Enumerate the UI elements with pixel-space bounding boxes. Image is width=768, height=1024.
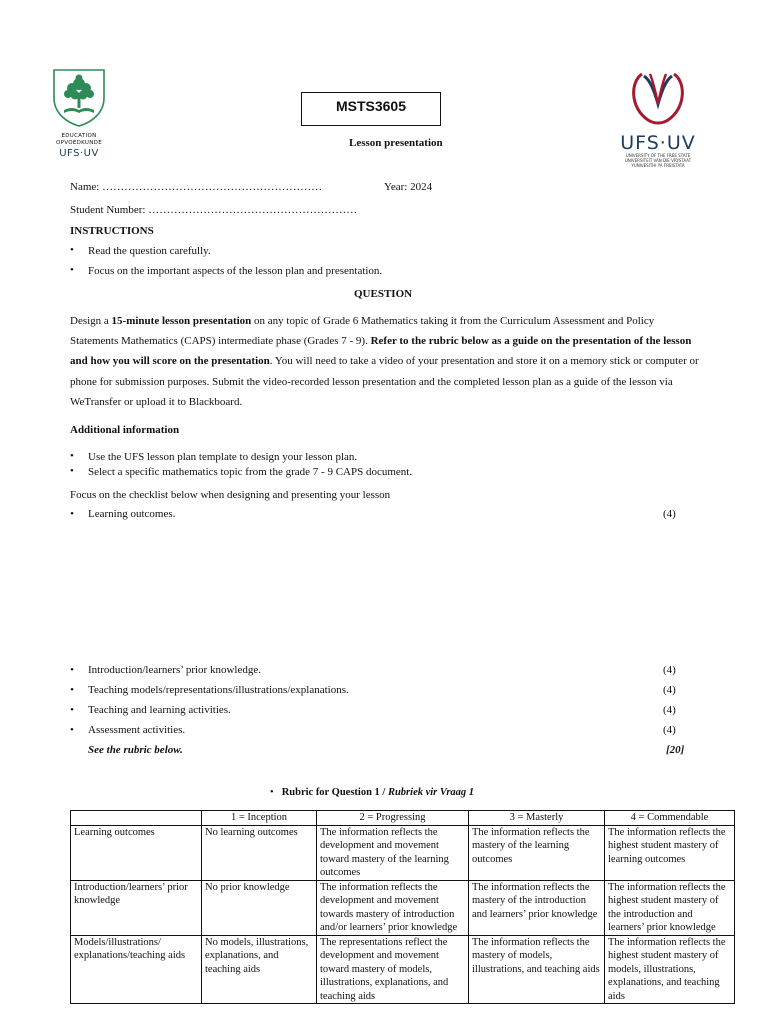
rubric-title xyxy=(270,787,474,798)
ufs-line-2: UNIVERSITEIT VAN DIE VRYSTAAT xyxy=(624,158,692,164)
checklist-item: Teaching models/representations/illustrations/explanations. xyxy=(88,684,349,696)
rubric-title-italic: Rubriek vir Vraag 1 xyxy=(387,787,475,798)
ufs-logo xyxy=(614,68,702,169)
rubric-header-cell: 3 = Masterly xyxy=(469,811,605,826)
rubric-criterion: Learning outcomes xyxy=(71,825,202,880)
bullet-icon: • xyxy=(70,724,74,736)
question-text-bold: 15-minute lesson presentation xyxy=(111,315,252,327)
rubric-cell: The information reflects the highest student mastery of learning outcomes xyxy=(605,825,735,880)
rubric-criterion: Introduction/learners’ prior knowledge xyxy=(71,880,202,935)
additional-info-heading: Additional information xyxy=(70,424,180,436)
rubric-title-text: Rubric for Question 1 / xyxy=(281,787,388,798)
rubric-cell: The information reflects the mastery of models, illustrations, and teaching aids xyxy=(469,935,605,1004)
education-faculty-logo xyxy=(50,68,108,159)
student-number-line: Student Number: ………………………………………………… xyxy=(70,204,358,216)
table-row xyxy=(71,880,735,935)
instructions-heading: INSTRUCTIONS xyxy=(70,225,154,237)
bullet-icon: • xyxy=(270,787,274,798)
tree-shield-icon xyxy=(50,68,108,128)
question-paragraph xyxy=(70,311,700,412)
rubric-cell: No prior knowledge xyxy=(202,880,317,935)
checklist-item: Learning outcomes. xyxy=(88,508,176,520)
checklist-mark: (4) xyxy=(663,508,676,520)
see-rubric-note: See the rubric below. xyxy=(88,744,183,756)
question-text-bold: Refer to the rubric below as a guide on the presentation of the lesson and how you will score on the presentation xyxy=(70,335,692,368)
checklist-item: Teaching and learning activities. xyxy=(88,704,231,716)
rubric-cell: No learning outcomes xyxy=(202,825,317,880)
name-field-line: Name: …………………………………………………… xyxy=(70,181,323,193)
rubric-cell: The information reflects the mastery of the introduction and learners’ prior knowledge xyxy=(469,880,605,935)
rubric-header-row xyxy=(71,811,735,826)
table-row xyxy=(71,935,735,1004)
question-text: Design a xyxy=(70,315,112,327)
question-heading: QUESTION xyxy=(354,288,413,300)
rubric-cell: The information reflects the highest student mastery of the introduction and learners’ prior knowledge xyxy=(605,880,735,935)
bullet-icon: • xyxy=(70,244,74,256)
question-text: on any topic of Grade 6 Mathematics taking it from the Curriculum Assessment and Policy Statements Mathematics (CAPS) intermediate phase (Grades 7 - 9). xyxy=(70,315,655,348)
checklist-intro: Focus on the checklist below when designing and presenting your lesson xyxy=(70,489,391,501)
total-mark: [20] xyxy=(666,744,685,756)
rubric-cell: The information reflects the development and movement toward mastery of the learning outcomes xyxy=(317,825,469,880)
rubric-header-cell xyxy=(71,811,202,826)
module-code-box: MSTS3605 xyxy=(301,92,441,126)
ufs-line-1: UNIVERSITY OF THE FREE STATE xyxy=(625,153,691,158)
checklist-mark: (4) xyxy=(663,724,676,736)
bullet-icon: • xyxy=(70,684,74,696)
bullet-icon: • xyxy=(70,264,74,276)
rubric-header-cell: 1 = Inception xyxy=(202,811,317,826)
checklist-mark: (4) xyxy=(663,664,676,676)
checklist-item: Assessment activities. xyxy=(88,724,186,736)
ufs-brand-text: UFS·UV xyxy=(620,132,696,154)
rubric-cell: The information reflects the highest student mastery of models, illustrations, explanations, and teaching aids xyxy=(605,935,735,1004)
instruction-item: Read the question carefully. xyxy=(88,245,211,257)
rubric-header-cell: 4 = Commendable xyxy=(605,811,735,826)
bullet-icon: • xyxy=(70,508,74,520)
checklist-mark: (4) xyxy=(663,684,676,696)
rubric-cell: The representations reflect the development and movement toward mastery of models, illustrations, explanations, and teaching aids xyxy=(317,935,469,1004)
rubric-cell: The information reflects the mastery of the learning outcomes xyxy=(469,825,605,880)
rubric-table xyxy=(70,810,735,1004)
checklist-mark: (4) xyxy=(663,704,676,716)
rubric-criterion: Models/illustrations/ explanations/teaching aids xyxy=(71,935,202,1004)
bullet-icon: • xyxy=(70,704,74,716)
rubric-header-cell: 2 = Progressing xyxy=(317,811,469,826)
ufs-line-3: YUNIVESITHI YA FREISTATA xyxy=(631,163,685,169)
document-subtitle: Lesson presentation xyxy=(349,137,443,149)
bullet-icon: • xyxy=(70,664,74,676)
rubric-cell: No models, illustrations, explanations, and teaching aids xyxy=(202,935,317,1004)
additional-item: Use the UFS lesson plan template to design your lesson plan. xyxy=(88,451,358,463)
bullet-icon: • xyxy=(70,450,74,462)
additional-item: Select a specific mathematics topic from the grade 7 - 9 CAPS document. xyxy=(88,466,413,478)
question-text: . You will need to take a video of your presentation and store it on a memory stick or computer or phone for submission purposes. Submit the video-recorded lesson presentation and the completed lesson plan as a guide of the lesson via WeTransfer or upload it to Blackboard. xyxy=(70,355,699,408)
bullet-icon: • xyxy=(70,465,74,477)
year-label: Year: 2024 xyxy=(384,181,433,193)
instruction-item: Focus on the important aspects of the lesson plan and presentation. xyxy=(88,265,383,277)
logo-caption-ufs: UFS·UV xyxy=(59,148,99,159)
checklist-item: Introduction/learners’ prior knowledge. xyxy=(88,664,261,676)
logo-caption-opvoedkunde: OPVOEDKUNDE xyxy=(56,140,102,146)
ufs-emblem-icon xyxy=(626,68,690,130)
rubric-cell: The information reflects the development and movement towards mastery of introduction and/or learners’ prior knowledge xyxy=(317,880,469,935)
logo-caption-education: EDUCATION xyxy=(61,133,97,139)
table-row xyxy=(71,825,735,880)
